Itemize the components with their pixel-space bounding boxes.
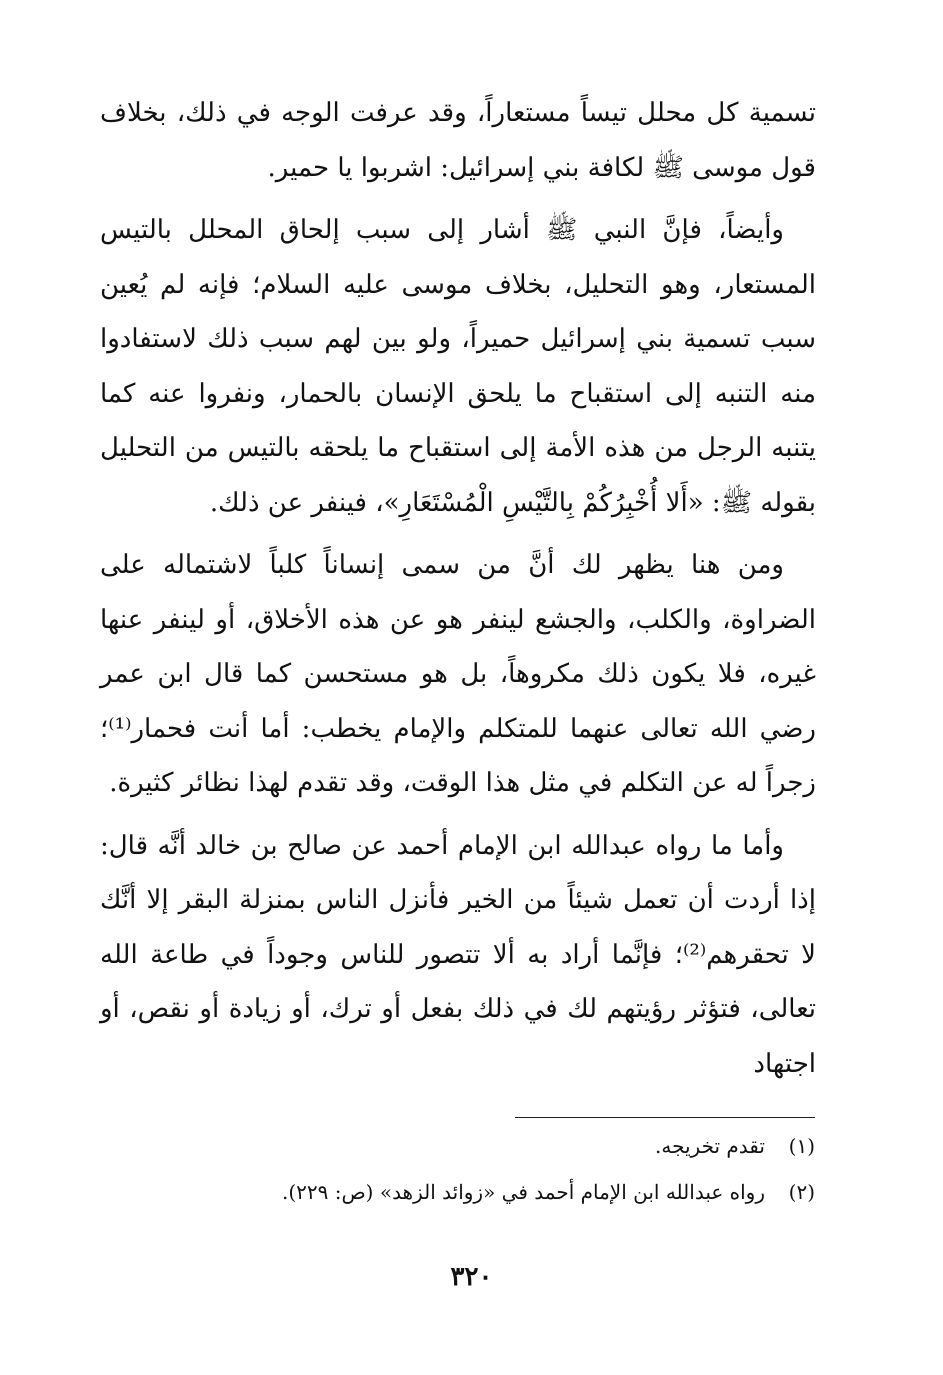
paragraph-3: ومن هنا يظهر لك أنَّ من سمى إنساناً كلباً لاشتماله على الضراوة، والكلب، والجشع لينفر هو عن هذه الأخلاق، أو لينفر عنها غيره، فلا يكون ذلك مكروهاً، بل هو مستحسن كما قال ابن عمر رضي الله تعالى عنهما للمتكلم والإمام يخطب: أما أنت فحمار⁽¹⁾؛ زجراً له عن التكلم في مثل هذا الوقت، وقد تقدم لهذا نظائر كثيرة. [100, 550, 816, 798]
footnotes [125, 1135, 815, 1227]
footnote-1 [125, 1135, 815, 1157]
paragraph-2: وأيضاً، فإنَّ النبي ﷺ أشار إلى سبب إلحاق المحلل بالتيس المستعار، وهو التحليل، بخلاف موسى عليه السلام؛ فإنه لم يُعين سبب تسمية بني إسرائيل حميراً، ولو بين لهم سبب ذلك لاستفادوا منه التنبه إلى استقباح ما يلحق الإنسان بالحمار، ونفروا عنه كما يتنبه الرجل من هذه الأمة إلى استقباح ما يلحقه بالتيس من التحليل بقوله ﷺ: «أَلا أُخْبِرُكُمْ بِالتَّيْسِ الْمُسْتَعَارِ»، فينفر عن ذلك. [100, 215, 816, 518]
main-text [100, 86, 816, 1091]
paragraph-4: وأما ما رواه عبدالله ابن الإمام أحمد عن صالح بن خالد أنَّه قال: إذا أردت أن تعمل شيئاً من الخير فأنزل الناس بمنزلة البقر إلا أنَّك لا تحقرهم⁽²⁾؛ فإنَّما أراد به ألا تتصور للناس وجوداً في طاعة الله تعالى، فتؤثر رؤيتهم لك في ذلك بفعل أو ترك، أو زيادة أو نقص، أو اجتهاد [100, 830, 816, 1079]
page-number: ٣٢٠ [450, 1262, 493, 1292]
paragraph-1: تسمية كل محلل تيساً مستعاراً، وقد عرفت الوجه في ذلك، بخلاف قول موسى ﷺ لكافة بني إسرائيل: اشربوا يا حمير. [100, 98, 816, 183]
footnote-2 [125, 1181, 815, 1203]
footnote-number: (١) [788, 1134, 815, 1158]
footnote-text: تقدم تخريجه. [655, 1134, 765, 1158]
footnote-number: (٢) [788, 1180, 815, 1204]
footnote-separator [515, 1117, 815, 1118]
footnote-text: رواه عبدالله ابن الإمام أحمد في «زوائد الزهد» (ص: ٢٢٩). [281, 1180, 765, 1204]
